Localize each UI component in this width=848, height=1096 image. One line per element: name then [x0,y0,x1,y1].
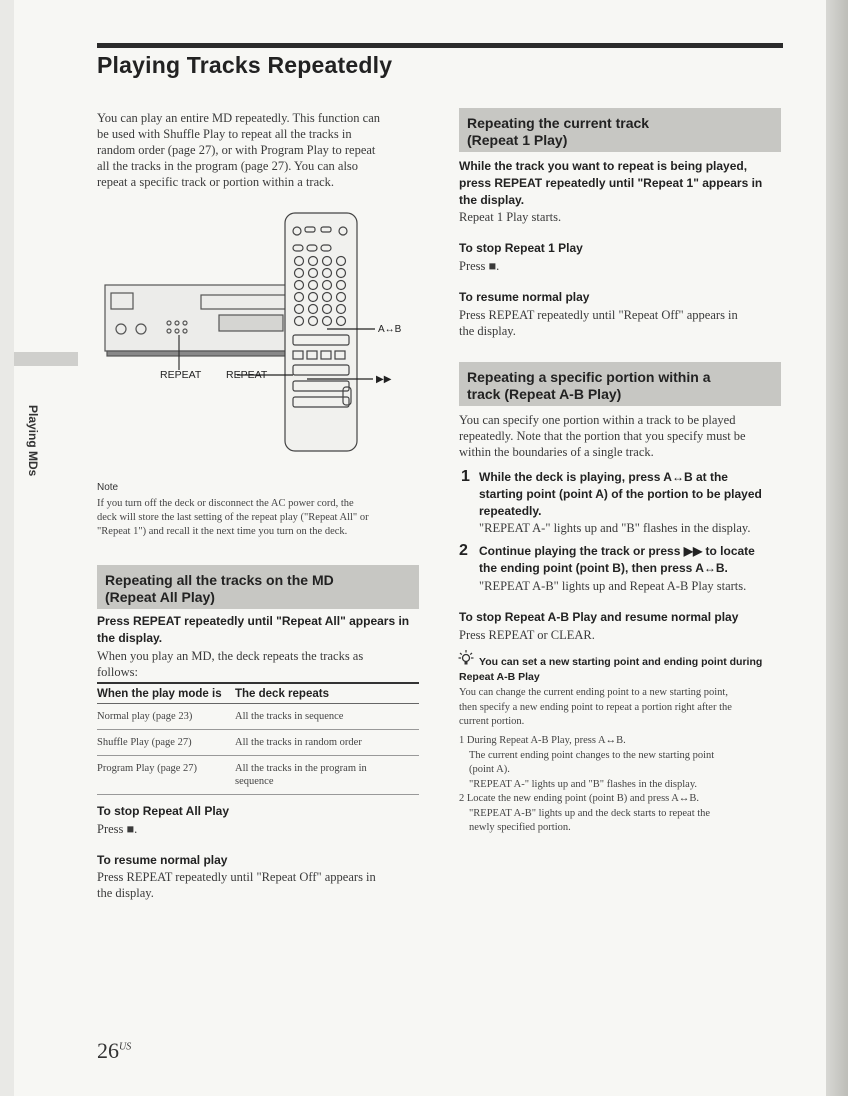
repeat-all-stop-text: Press ■. [97,822,138,836]
table-header-repeats: The deck repeats [235,683,419,704]
page-title: Playing Tracks Repeatedly [97,52,393,78]
md-deck-drawing [105,285,295,370]
step-2-instruction: Continue playing the track or press ▶▶ to locate the ending point (point B), then press A↔B. [479,544,755,575]
table-row: Shuffle Play (page 27) All the tracks in random order [97,730,419,756]
repeat-ab-stop-text: Press REPEAT or CLEAR. [459,628,595,642]
heading-repeat-all: Repeating all the tracks on the MD (Repeat All Play) [97,565,419,609]
step-2-number: 2 [459,542,468,559]
tip-steps: 1 During Repeat A-B Play, press A↔B. The current ending point changes to the new starting point (point A). "REPEAT A-" lights up and "B" flashes in the display. 2 Locate the new ending point (point B) and press A↔B. "REPEAT A-B" lights up and the deck starts to repeat the newly specified portion. [459,735,715,833]
side-tab-label: Playing MDs [26,405,40,477]
repeat-ab-stop-heading: To stop Repeat A-B Play and resume normal play [459,610,739,624]
label-repeat-deck: REPEAT [160,369,202,381]
label-ab-button: A↔B [378,324,402,335]
label-ff-button: ▶▶ [376,374,392,385]
heading-repeat-1: Repeating the current track (Repeat 1 Play) [459,108,781,152]
note-text: If you turn off the deck or disconnect the AC power cord, the deck will store the last setting of the repeat play ("Repeat All" or "Repeat 1") and recall it the next time you turn on the deck. [97,498,369,537]
step-1-result: "REPEAT A-" lights up and "B" flashes in the display. [479,521,751,535]
repeat-all-resume-heading: To resume normal play [97,853,228,867]
repeat-ab-desc: You can specify one portion within a track to be played repeatedly. Note that the portion that you specify must be within the boundaries of a single track. [459,413,746,459]
intro-text: You can play an entire MD repeatedly. This function can be used with Shuffle Play to repeat all the tracks in random order (page 27), or with Program Play to repeat all the tracks in the program (page 27). You can also repeat a specific track or portion within a track. [97,111,381,189]
repeat-1-resume-text: Press REPEAT repeatedly until "Repeat Off" appears in the display. [459,308,738,338]
page-binding-edge [826,0,848,1096]
page-number: $26^{US}$ [97,1038,132,1063]
tip-heading: You can set a new starting point and ending point during Repeat A-B Play [459,656,763,683]
remote-control-drawing [285,213,357,451]
table-row: Program Play (page 27) All the tracks in the program in sequence [97,756,419,795]
repeat-1-stop-heading: To stop Repeat 1 Play [459,241,583,255]
repeat-1-instruction: While the track you want to repeat is being played, press REPEAT repeatedly until "Repeat 1" appears in the display. [459,159,763,207]
repeat-all-resume-text: Press REPEAT repeatedly until "Repeat Off" appears in the display. [97,870,376,900]
table-header-mode: When the play mode is [97,683,235,704]
title-rule [97,43,783,48]
repeat-all-instruction: Press REPEAT repeatedly until "Repeat All" appears in the display. [97,614,410,645]
note-label: Note [97,482,119,493]
tip-text: You can change the current ending point to a new starting point, then specify a new ending point to repeat a portion right after the current portion. [459,687,732,727]
heading-repeat-ab: Repeating a specific portion within a track (Repeat A-B Play) [459,362,781,406]
repeat-1-result: Repeat 1 Play starts. [459,210,562,224]
side-tab-bar [14,352,78,366]
repeat-1-resume-heading: To resume normal play [459,290,590,304]
repeat-all-desc: When you play an MD, the deck repeats the tracks as follows: [97,649,364,679]
step-2-result: "REPEAT A-B" lights up and Repeat A-B Play starts. [479,579,747,593]
step-1-instruction: While the deck is playing, press A↔B at the starting point (point A) of the portion to be played repeatedly. [479,470,762,518]
step-1-number: 1 [461,468,470,485]
repeat-1-stop-text: Press ■. [459,259,500,273]
play-mode-table [97,682,419,795]
table-row: Normal play (page 23) All the tracks in sequence [97,704,419,730]
repeat-all-stop-heading: To stop Repeat All Play [97,804,230,818]
label-repeat-remote: REPEAT [226,369,268,381]
